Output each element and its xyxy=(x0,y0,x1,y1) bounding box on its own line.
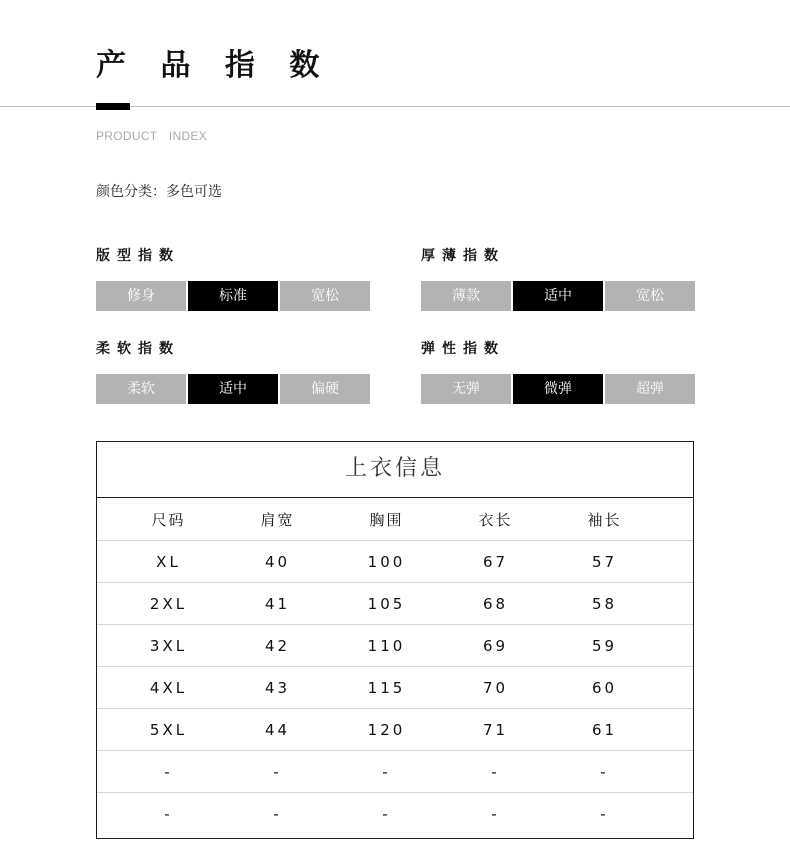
color-value: 多色可选 xyxy=(166,184,222,200)
table-cell: 2XL xyxy=(149,594,188,613)
table-row xyxy=(97,625,693,667)
size-table-caption: 上衣信息 xyxy=(97,442,693,498)
table-cell: - xyxy=(600,805,609,823)
table-cell: - xyxy=(600,762,609,781)
thickness-index-option: 薄款 xyxy=(421,281,511,311)
table-cell: 69 xyxy=(482,636,509,655)
page-title: 产 品 指 数 xyxy=(96,48,332,83)
thickness-index-option: 适中 xyxy=(513,281,603,311)
size-table xyxy=(96,441,694,839)
table-cell: 40 xyxy=(264,552,291,571)
softness-index-option: 适中 xyxy=(188,374,278,404)
table-cell: - xyxy=(491,805,500,823)
table-cell: 41 xyxy=(264,594,291,613)
table-cell: 57 xyxy=(591,552,618,571)
fit-index-option: 标准 xyxy=(188,281,278,311)
fit-index-option: 宽松 xyxy=(280,281,370,311)
fit-index-option: 修身 xyxy=(96,281,186,311)
table-cell: - xyxy=(273,762,282,781)
table-row xyxy=(97,709,693,751)
table-cell: 3XL xyxy=(149,636,188,655)
fit-index-selector xyxy=(96,281,370,311)
table-row xyxy=(97,583,693,625)
table-cell: - xyxy=(164,805,173,823)
table-cell: 43 xyxy=(264,678,291,697)
header-accent-bar xyxy=(96,103,130,110)
table-cell: 5XL xyxy=(149,720,188,739)
table-cell: 61 xyxy=(591,720,618,739)
column-header: 衣长 xyxy=(478,510,513,529)
table-cell: 115 xyxy=(367,678,406,697)
elasticity-index-selector xyxy=(421,374,695,404)
elasticity-index-option: 超弹 xyxy=(605,374,695,404)
table-cell: - xyxy=(164,762,173,781)
table-cell: 71 xyxy=(482,720,509,739)
thickness-index-option: 宽松 xyxy=(605,281,695,311)
table-cell: 42 xyxy=(264,636,291,655)
color-classification xyxy=(96,181,222,201)
fit-index-label: 版型指数 xyxy=(96,248,180,264)
table-cell: 59 xyxy=(591,636,618,655)
column-header: 肩宽 xyxy=(260,510,295,529)
softness-index-selector xyxy=(96,374,370,404)
column-header: 袖长 xyxy=(587,510,622,529)
table-cell: - xyxy=(491,762,500,781)
thickness-index-label: 厚薄指数 xyxy=(421,248,505,264)
table-cell: 120 xyxy=(367,720,406,739)
table-row xyxy=(97,793,693,835)
table-cell: 4XL xyxy=(149,678,188,697)
table-cell: 68 xyxy=(482,594,509,613)
table-row xyxy=(97,541,693,583)
table-cell: 58 xyxy=(591,594,618,613)
softness-index-option: 柔软 xyxy=(96,374,186,404)
table-cell: 70 xyxy=(482,678,509,697)
thickness-index-selector xyxy=(421,281,695,311)
table-cell: 60 xyxy=(591,678,618,697)
table-cell: 44 xyxy=(264,720,291,739)
table-row xyxy=(97,667,693,709)
table-row xyxy=(97,751,693,793)
softness-index-label: 柔软指数 xyxy=(96,341,180,357)
elasticity-index-option: 无弹 xyxy=(421,374,511,404)
softness-index-option: 偏硬 xyxy=(280,374,370,404)
color-label: 颜色分类： xyxy=(96,184,166,200)
column-header: 胸围 xyxy=(369,510,404,529)
elasticity-index-label: 弹性指数 xyxy=(421,341,505,357)
table-cell: XL xyxy=(156,552,181,571)
table-cell: 67 xyxy=(482,552,509,571)
table-cell: - xyxy=(382,805,391,823)
table-cell: - xyxy=(273,805,282,823)
table-cell: 105 xyxy=(367,594,406,613)
table-cell: - xyxy=(382,762,391,781)
column-header: 尺码 xyxy=(151,510,186,529)
elasticity-index-option: 微弹 xyxy=(513,374,603,404)
table-cell: 100 xyxy=(367,552,406,571)
table-cell: 110 xyxy=(367,636,406,655)
size-table-header-row xyxy=(97,498,693,541)
page-subtitle: PRODUCT INDEX xyxy=(96,129,208,143)
